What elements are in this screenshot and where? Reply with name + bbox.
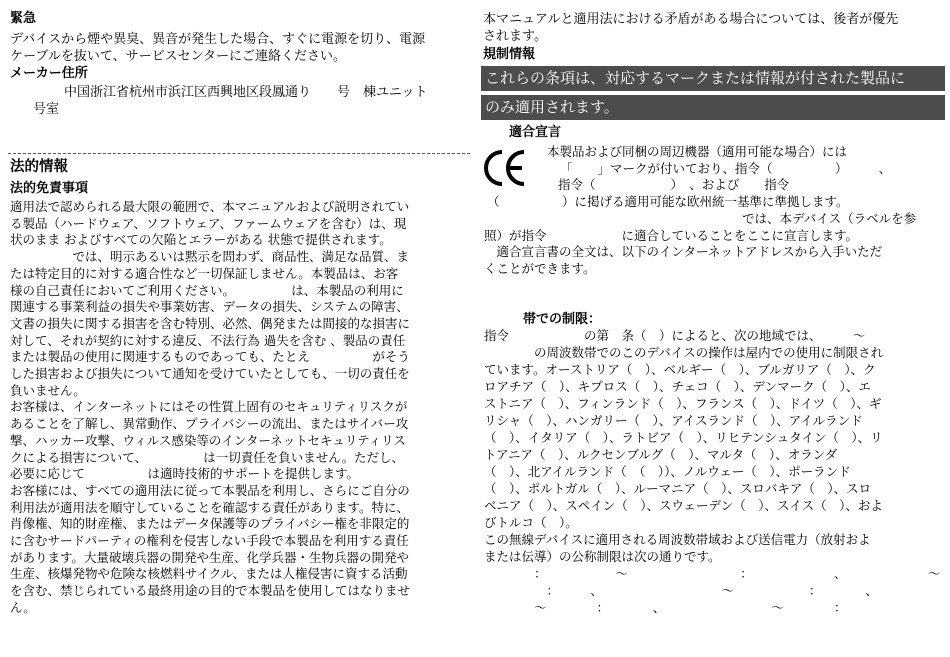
emergency-text-line-1: デバイスから煙や異臭、異音が発生した場合、すぐに電源を切り、電源 — [10, 32, 426, 47]
band-line: または伝導）の公称制限は次の通りです。 — [484, 549, 721, 564]
frequency-row: ： 、 ～ ： 、 — [484, 583, 878, 598]
conformity-line: では、本デバイス（ラベルを参 — [742, 211, 917, 226]
disclaimer-line: 文書の損失に関する損害を含む特別、必然、偶発または間接的な損害に — [10, 315, 411, 331]
disclaimer-line: 対して、それが契約に対する違反、不法行為 過失を含む 、製品の責任 — [10, 332, 406, 348]
band-line: の周波数帯でのこのデバイスの操作は屋内での使用に制限され — [484, 345, 884, 360]
disclaimer-line: 負いません。 — [10, 382, 86, 398]
disclaimer-line: した損害および損失について通知を受けていたとしても、一切の責任を — [10, 366, 410, 381]
disclaimer-line: 関連する事業利益の損失や事業妨害、データの損失、システムの障害、 — [10, 299, 409, 315]
frequency-row: ～ ： 、 ～ ： — [484, 600, 847, 615]
disclaimer-line: クによる損害について、 は一切責任を負いません。ただし、 — [10, 449, 405, 465]
disclaimer-line: を含む、禁じられている最終用途の目的で本製品を使用してはなりませ — [10, 583, 411, 599]
disclaimer-line: る製品（ハードウェア、ソフトウェア、ファームウェアを含む）は、現 — [10, 215, 407, 231]
disclaimer-line: あることを了解し、異常動作、プライバシーの流出、またはサイバー攻 — [10, 416, 409, 432]
disclaimer-line: に含むサードパーティの権利を侵害しない手段で本製品を利用する責任 — [10, 533, 409, 548]
notice-banner-line-1 — [481, 66, 945, 91]
emergency-heading: 緊急 — [10, 11, 37, 26]
disclaimer-line: 生産、核爆発物や危険な核燃料サイクル、または人権侵害に資する活動 — [10, 566, 408, 582]
band-line: （ ）、北アイルランド（ （ ））、ノルウェー（ ）、ポーランド — [484, 464, 851, 479]
band-line: トアニア（ ）、ルクセンブルグ（ ）、マルタ（ ）、オランダ — [484, 447, 838, 462]
disclaimer-line: 適用法で認められる最大限の範囲で、本マニュアルおよび説明されてい — [10, 199, 410, 214]
conformity-line: 指令（ ） 、および 指令 — [558, 177, 790, 192]
emergency-text-line-2: ケーブルを抜いて、サービスセンターにご連絡ください。 — [10, 49, 347, 64]
regulatory-heading: 規制情報 — [483, 47, 536, 62]
address-line-1: 中国浙江省杭州市浜江区西興地区段鳳通り 号 棟ユニット — [64, 85, 428, 100]
band-line: ています。オーストリア（ ）、ベルギー（ ）、ブルガリア（ ）、ク — [484, 362, 876, 377]
notice-banner-text: これらの条項は、対応するマークまたは情報が付された製品に — [485, 69, 906, 87]
band-line: リシャ（ ）、ハンガリー（ ）、アイスランド（ ）、アイルランド — [484, 413, 863, 428]
conflict-text-line-2: されます。 — [483, 29, 547, 44]
band-restriction-heading: 帯での制限： — [523, 312, 602, 327]
conformity-line: 照）が指令 に適合していることをここに宣言します。 — [484, 228, 859, 243]
conformity-line: くことができます。 — [484, 261, 596, 276]
disclaimer-line: お客様は、インターネットにはその性質上固有のセキュリティリスクが — [10, 399, 408, 415]
band-line: ベニア（ ）、スペイン（ ）、スウェーデン（ ）、スイス（ ）、およ — [484, 498, 883, 513]
ce-mark-icon — [482, 146, 526, 190]
disclaimer-line: 肖像権、知的財産権、またはデータ保護等のプライバシー権を非限定的 — [10, 516, 410, 532]
notice-banner-text: のみ適用されます。 — [485, 98, 619, 116]
disclaimer-line: お客様には、すべての適用法に従って本製品を利用し、さらにご自分の — [10, 482, 410, 498]
address-line-2: 号室 — [33, 102, 60, 117]
disclaimer-line: ん。 — [10, 599, 36, 615]
conflict-text-line-1: 本マニュアルと適用法における矛盾がある場合については、後者が優先 — [483, 12, 899, 27]
band-line: 指令 の第 条（ ）によると、次の地域では、 ～ — [484, 328, 866, 343]
conformity-line: （ ）に掲げる適用可能な欧州統一基準に準拠します。 — [487, 194, 849, 209]
disclaimer-heading: 法的免責事項 — [10, 181, 89, 196]
frequency-row: ： ～ ： 、 ～ — [484, 566, 941, 581]
manufacturer-heading: メーカー住所 — [10, 66, 88, 81]
band-line: （ ）、ポルトガル（ ）、ルーマニア（ ）、スロバキア（ ）、スロ — [484, 481, 872, 496]
legal-heading: 法的情報 — [10, 159, 68, 175]
conformity-line: 本製品および同梱の周辺機器（適用可能な場合）には — [547, 144, 848, 159]
band-line: びトルコ（ ）。 — [484, 515, 578, 530]
disclaimer-line: または製品の使用に関連するものであっても、たとえ がそう — [10, 349, 410, 365]
disclaimer-line: 撃、ハッカー攻撃、ウィルス感染等のインターネットセキュリティリス — [10, 432, 406, 448]
disclaimer-line: があります。大量破壊兵器の開発や生産、化学兵器・生物兵器の開発や — [10, 549, 410, 565]
disclaimer-line: たは特定目的に対する適合性など一切保証しません。本製品は、お客 — [10, 265, 399, 281]
conformity-line: 「 」マークが付いており、指令（ ） 、 — [560, 161, 892, 176]
disclaimer-line: 必要に応じて は適時技術的サポートを提供します。 — [10, 466, 360, 482]
disclaimer-line: 状のまま およびすべての欠陥とエラーがある 状態で提供されます。 — [10, 232, 392, 248]
section-divider — [8, 153, 470, 154]
conformity-heading: 適合宣言 — [509, 125, 562, 140]
band-line: ストニア（ ）、フィンランド（ ）、フランス（ ）、ドイツ（ ）、ギ — [484, 396, 882, 411]
notice-banner-line-2 — [481, 95, 945, 120]
band-line: ロアチア（ ）、キプロス（ ）、チェコ（ ）、デンマーク（ ）、エ — [484, 379, 871, 394]
disclaimer-line: 様の自己責任においてご利用ください。 は、本製品の利用に — [10, 282, 404, 298]
conformity-line: 適合宣言書の全文は、以下のインターネットアドレスから入手いただ — [484, 244, 883, 259]
band-line: （ ）、イタリア（ ）、ラトビア（ ）、リヒテンシュタイン（ ）、リ — [484, 430, 883, 445]
disclaimer-line: 利用法が適用法を順守していることを確認する責任があります。特に、 — [10, 499, 410, 515]
band-line: この無線デバイスに適用される周波数帯域および送信電力（放射およ — [484, 532, 871, 547]
disclaimer-line: では、明示あるいは黙示を問わず、商品性、満足な品質、ま — [10, 249, 410, 265]
